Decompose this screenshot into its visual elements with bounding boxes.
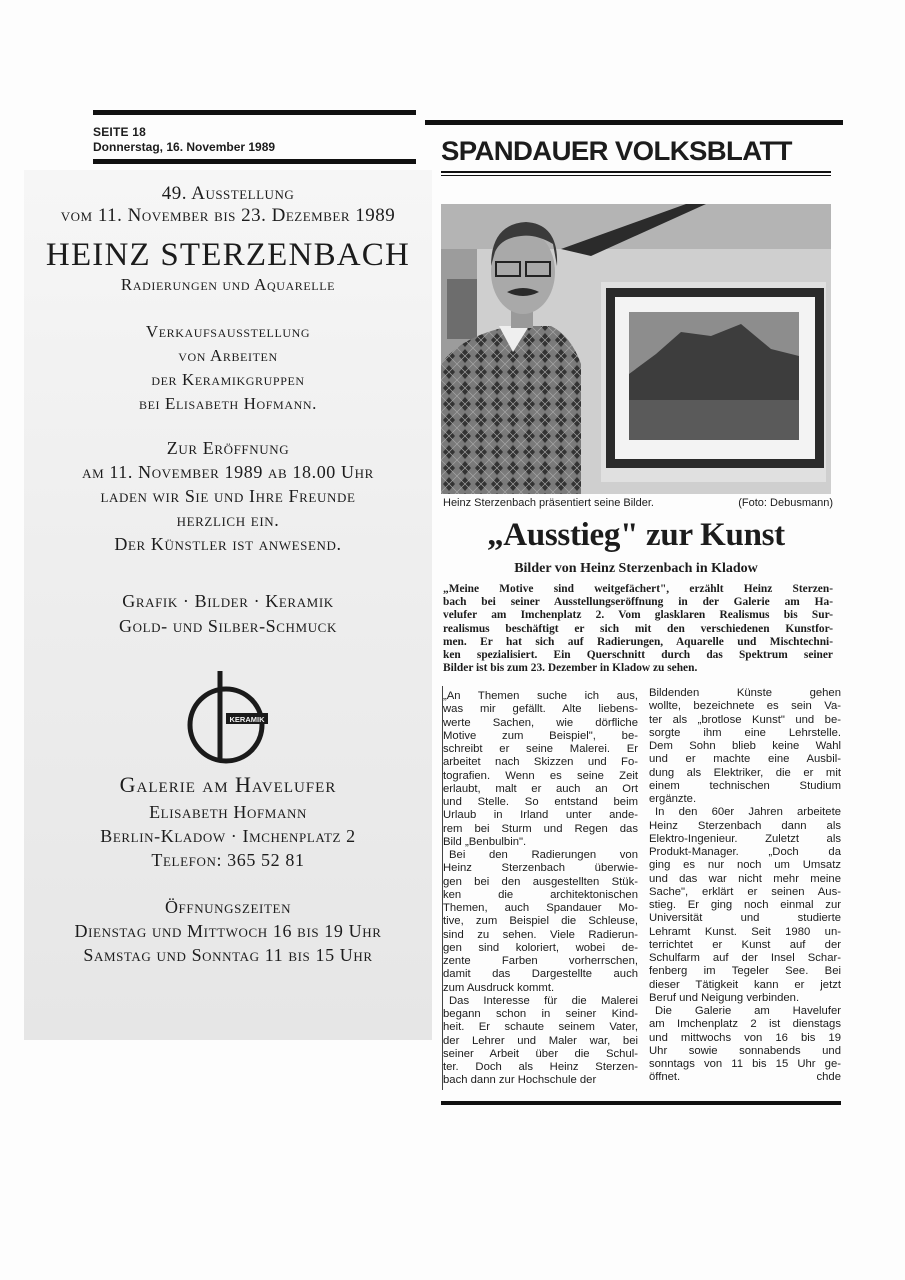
body-line: erlaubt, malt er auch an Ort [443, 782, 638, 795]
masthead-rule-thin [441, 175, 831, 176]
header-rule-bottom [93, 159, 416, 164]
exhibition-dates: vom 11. November bis 23. Dezember 1989 [60, 205, 396, 226]
body-line: Dem Sohn blieb keine Wahl [649, 740, 841, 752]
body-line: werte Sachen, wie dörfliche [443, 716, 638, 729]
article-column-1 [443, 690, 638, 1088]
body-line: Lehramt Kunst. Seit 1980 un- [649, 925, 841, 938]
opening-line: Zur Eröffnung [166, 438, 290, 458]
body-line: Produkt-Manager. „Doch da [649, 846, 841, 858]
body-line: gen bei den ausgestellten Stük- [443, 875, 638, 888]
article-subheadline: Bilder von Heinz Sterzenbach in Kladow [514, 561, 758, 576]
hours-line: Samstag und Sonntag 11 bis 15 Uhr [83, 945, 373, 965]
opening-invitation [24, 436, 432, 556]
newspaper-masthead: SPANDAUER VOLKSBLATT [441, 136, 792, 166]
body-line: einem technischen Studium [649, 779, 841, 792]
body-line: Universität und studierte [649, 912, 841, 925]
gallery-address [24, 800, 432, 872]
body-line: Beruf und Neigung verbinden. [649, 991, 800, 1004]
photo-caption [443, 497, 833, 509]
body-line: dieser Tätigkeit kann er jetzt [649, 978, 841, 991]
lead-line: „Meine Motive sind weitgefächert", erzählt Heinz Sterzen- [443, 583, 833, 595]
caption-text: Heinz Sterzenbach präsentiert seine Bilder. [443, 497, 654, 509]
exhibition-advertisement [24, 170, 432, 1040]
body-line: Heinz Sterzenbach überwie- [443, 862, 638, 875]
painting-foreground [629, 400, 799, 440]
body-line: terrichtet er Kunst auf der [649, 938, 841, 951]
header-rule-top [93, 110, 416, 115]
address-line: Elisabeth Hofmann [149, 802, 307, 822]
sale-line: bei Elisabeth Hofmann. [139, 394, 317, 413]
body-line: Elektro-Ingenieur. Zuletzt als [649, 832, 841, 845]
body-line: ging es nur noch um Umsatz [649, 859, 841, 872]
body-line: Urlaub in Irland unter ande- [443, 809, 638, 822]
hours-line: Öffnungszeiten [164, 897, 292, 917]
address-line: Berlin-Kladow · Imchenplatz 2 [100, 826, 356, 846]
goods-list [24, 589, 432, 639]
opening-line: am 11. November 1989 ab 18.00 Uhr [82, 462, 374, 482]
body-line: Themen, auch Spandauer Mo- [443, 902, 638, 914]
body-line: Bei den Radierungen von [449, 849, 638, 861]
body-line: und das war nicht mehr meine [649, 872, 841, 885]
body-line: bach dann zur Hochschule der [443, 1074, 597, 1087]
body-line: Das Interesse für die Malerei [449, 994, 638, 1007]
body-line: In den 60er Jahren arbeitete [655, 806, 841, 819]
page-header [93, 110, 416, 164]
lead-line: realismus beschäftigt er sich mit den verschiedenen Kunstfor- [443, 622, 833, 635]
article-lead [443, 583, 833, 675]
article-headline: „Ausstieg" zur Kunst [487, 517, 785, 553]
body-line: Sache", erklärt er seinen Aus- [649, 885, 841, 898]
gallery-logo [186, 667, 270, 767]
sale-line: von Arbeiten [178, 346, 278, 365]
article-bottom-rule [441, 1101, 841, 1105]
body-line: und er machte eine Ausbil- [649, 753, 841, 766]
body-line: arbeitet nach Skizzen und Fo- [443, 756, 638, 769]
body-line: Bildenden Künste gehen [649, 687, 841, 699]
opening-hours [24, 895, 432, 967]
body-line: tive, zum Beispiel die Schleuse, [443, 915, 638, 928]
body-line: ter als „brotlose Kunst" und be- [649, 713, 841, 726]
body-line: Uhr sowie sonnabends und [649, 1044, 841, 1057]
body-line: öffnet. chde [649, 1071, 841, 1084]
lead-line: Bilder ist bis zum 23. Dezember in Kladow zu sehen. [443, 662, 698, 675]
body-line: sorgte ihm eine Lehrstelle. [649, 726, 841, 739]
body-line: zente Farben vorherrschen, [443, 955, 638, 967]
body-line: Schulfarm auf der Insel Schar- [649, 952, 841, 964]
body-line: schreibt er seine Malerei. Er [443, 743, 638, 755]
body-line: „An Themen suche ich aus, [443, 690, 638, 702]
photo-credit: (Foto: Debusmann) [738, 497, 833, 509]
body-line: Heinz Sterzenbach dann als [649, 819, 841, 832]
sweater [441, 326, 581, 494]
opening-line: laden wir Sie und Ihre Freunde [100, 486, 356, 506]
sale-line: der Keramikgruppen [151, 370, 305, 389]
body-line: seiner Arbeit über die Schul- [443, 1047, 638, 1060]
body-line: Motive zum Beispiel", be- [443, 729, 638, 742]
body-line: sind zu sehen. Viele Radierun- [443, 928, 638, 941]
body-line: und mittwochs von 16 bis 19 [649, 1031, 841, 1044]
artist-name: HEINZ STERZENBACH [45, 237, 411, 273]
opening-line: Der Künstler ist anwesend. [114, 534, 342, 554]
lead-line: men. Er hat sich auf Radierungen, Aquarelle und Mischtechni- [443, 635, 833, 648]
lead-line: bach bei seiner Ausstellungseröffnung in der Galerie am Ha- [443, 596, 833, 609]
window [447, 279, 477, 339]
body-line: ergänzte. [649, 793, 697, 805]
body-line: damit das Dargestellte auch [443, 968, 638, 981]
body-line: ken die architektonischen [443, 888, 638, 901]
gallery-name: Galerie am Havelufer [119, 772, 337, 797]
masthead-rule-top [425, 120, 843, 125]
goods-line: Grafik · Bilder · Keramik [122, 591, 334, 611]
article-column-2 [649, 687, 841, 1085]
issue-date: Donnerstag, 16. November 1989 [93, 140, 276, 154]
body-line: fenberg im Tegeler See. Bei [649, 965, 841, 978]
opening-line: herzlich ein. [176, 510, 280, 530]
body-line: Bild „Benbulbin". [443, 835, 527, 848]
sale-line: Verkaufsausstellung [145, 322, 311, 341]
body-line: heit. Er schaute seinem Vater, [443, 1021, 638, 1034]
sale-notice [24, 320, 432, 416]
body-line: was mir gefällt. Alte liebens- [443, 703, 638, 716]
body-line: zum Ausdruck kommt. [443, 981, 555, 994]
lead-line: ken spezialisiert. Ein Querschnitt durch das Spektrum seiner [443, 649, 833, 662]
hours-line: Dienstag und Mittwoch 16 bis 19 Uhr [74, 921, 382, 941]
page-number: SEITE 18 [93, 125, 146, 139]
body-line: sonntags von 11 bis 15 Uhr ge- [649, 1058, 841, 1070]
artist-photo [441, 204, 831, 494]
body-line: gen sind koloriert, wobei de- [443, 941, 638, 954]
masthead-rule [441, 171, 831, 173]
body-line: rem bei Sturm und Regen das [443, 822, 638, 835]
logo-ring [190, 689, 262, 761]
body-line: der Lehrer und Maler war, bei [443, 1034, 638, 1047]
lead-line: velufer am Imchenplatz 2. Vom glasklaren Realismus bis Sur- [443, 609, 833, 622]
address-line: Telefon: 365 52 81 [151, 850, 305, 870]
body-line: ter. Doch als Heinz Sterzen- [443, 1061, 638, 1073]
logo-text: KERAMIK [229, 715, 265, 724]
goods-line: Gold- und Silber-Schmuck [119, 616, 337, 636]
body-line: und Stelle. So entstand beim [443, 796, 638, 808]
body-line: stieg. Er ging noch einmal zur [649, 899, 841, 911]
body-line: Die Galerie am Havelufer [655, 1005, 841, 1017]
body-line: am Imchenplatz 2 ist dienstags [649, 1018, 841, 1031]
artwork-types: Radierungen und Aquarelle [120, 275, 336, 294]
body-line: begann schon in seiner Kind- [443, 1008, 638, 1020]
exhibition-number: 49. Ausstellung [161, 183, 295, 204]
body-line: tografien. Wenn es seine Zeit [443, 769, 638, 782]
newspaper-clipping [425, 120, 843, 1112]
body-line: dung als Elektriker, die er mit [649, 766, 841, 779]
body-line: wollte, bezeichnete es sein Va- [649, 700, 841, 713]
